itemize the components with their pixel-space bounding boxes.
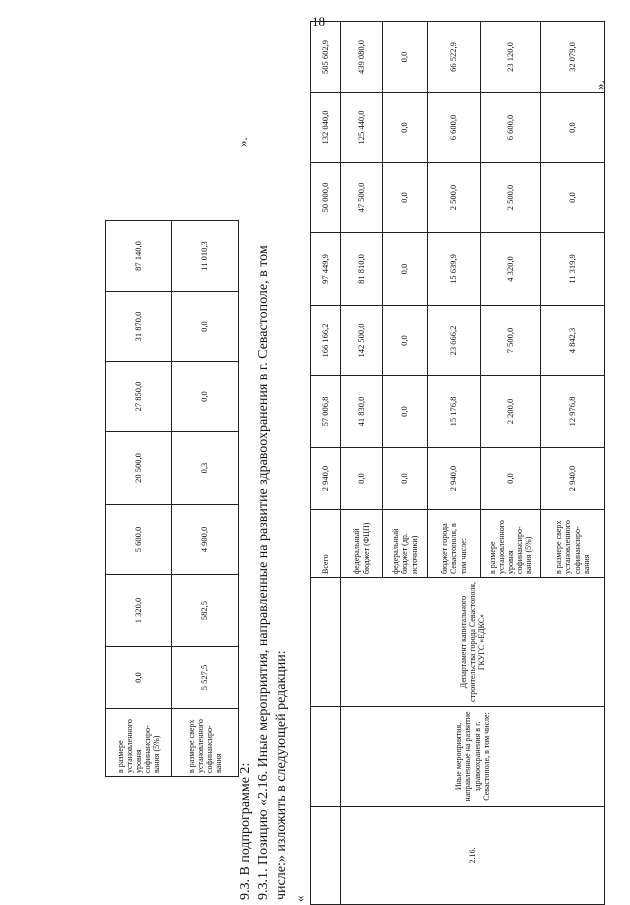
value-cell: 12 976,8	[541, 376, 605, 448]
value-cell: 11 319,9	[541, 233, 605, 306]
value-cell: 7 500,0	[481, 306, 541, 376]
source-cell: в размере сверх установленного софинансиро-вания	[541, 510, 605, 578]
value-cell: 2 940,0	[541, 448, 605, 510]
value-cell: 582,5	[172, 575, 239, 647]
value-cell: 0,0	[383, 163, 428, 233]
value-cell: 0,0	[383, 93, 428, 163]
source-cell: федеральный бюджет (ФЦП)	[341, 510, 383, 578]
value-cell: 2 500,0	[428, 163, 481, 233]
page-number: 18	[312, 14, 325, 29]
value-cell: 50 000,0	[311, 163, 341, 233]
value-cell: 47 500,0	[341, 163, 383, 233]
value-cell: 27 850,0	[106, 362, 172, 432]
value-cell: 11 010,3	[172, 221, 239, 292]
continuation-table	[105, 220, 239, 777]
source-cell: в размере установленного уровня софинансиро-вания (5%)	[481, 510, 541, 578]
closing-quote: ».	[235, 137, 250, 147]
value-cell: 66 522,9	[428, 22, 481, 93]
value-cell: 15 639,9	[428, 233, 481, 306]
value-cell: 5 600,0	[106, 505, 172, 575]
value-cell: 20 500,0	[106, 432, 172, 505]
position-number: 2.16.	[341, 807, 605, 905]
value-cell: 0,0	[172, 292, 239, 362]
value-cell: 132 040,0	[311, 93, 341, 163]
value-cell: 1 320,0	[106, 575, 172, 647]
position-table	[310, 21, 605, 905]
value-cell: 0,0	[172, 362, 239, 432]
value-cell: 0,0	[383, 448, 428, 510]
subprogram-heading: 9.3. В подпрограмме 2:	[238, 762, 253, 900]
value-cell: 0,0	[383, 376, 428, 448]
value-cell: 0,0	[541, 93, 605, 163]
value-cell: 2 200,0	[481, 376, 541, 448]
table-row	[172, 221, 239, 777]
value-cell: 6 600,0	[428, 93, 481, 163]
value-cell: 0,3	[172, 432, 239, 505]
source-cell: федеральный бюджет (др. источники)	[383, 510, 428, 578]
source-cell: в размере установленного уровня софинансиро-вания (5%)	[106, 709, 172, 777]
value-cell: 4 320,0	[481, 233, 541, 306]
value-cell: 4 842,3	[541, 306, 605, 376]
value-cell: 0,0	[541, 163, 605, 233]
value-cell: 6 600,0	[481, 93, 541, 163]
value-cell: 97 449,9	[311, 233, 341, 306]
table-row	[106, 221, 172, 777]
value-cell: 81 810,0	[341, 233, 383, 306]
value-cell: 32 079,0	[541, 22, 605, 93]
source-cell: бюджет города Севастополя, в том числе:	[428, 510, 481, 578]
value-cell: 23 666,2	[428, 306, 481, 376]
source-cell: в размере сверх установленного софинансиро-вания	[172, 709, 239, 777]
value-cell: 439 080,0	[341, 22, 383, 93]
table-row	[311, 22, 341, 905]
value-cell: 5 527,5	[172, 647, 239, 709]
value-cell: 2 940,0	[428, 448, 481, 510]
position-name: Иные мероприятия, направленные на развитие здравоохранения в г. Севастополе, в том числе:	[341, 707, 605, 807]
value-cell: 41 830,0	[341, 376, 383, 448]
value-cell: 87 140,0	[106, 221, 172, 292]
value-cell: 4 900,0	[172, 505, 239, 575]
instruction-text: 9.3.1. Позицию «2.16. Иные мероприятия, направленные на развитие здравоохранения в г. Севастополе, в том	[256, 245, 271, 900]
closing-quote: ».	[592, 80, 607, 90]
value-cell: 57 006,8	[311, 376, 341, 448]
value-cell: 23 120,0	[481, 22, 541, 93]
source-cell: Всего	[311, 510, 341, 578]
value-cell: 2 500,0	[481, 163, 541, 233]
value-cell: 0,0	[383, 233, 428, 306]
value-cell: 142 500,0	[341, 306, 383, 376]
value-cell: 125 440,0	[341, 93, 383, 163]
position-executor: Департамент капитального строительства города Севастополя, ГКУГС «ЕДКС»	[341, 578, 605, 707]
value-cell: 166 166,2	[311, 306, 341, 376]
value-cell: 0,0	[383, 306, 428, 376]
value-cell: 0,0	[341, 448, 383, 510]
opening-quote: «	[292, 895, 307, 902]
instruction-text-cont: числе:» изложить в следующей редакции:	[274, 650, 289, 900]
value-cell: 31 870,0	[106, 292, 172, 362]
value-cell: 505 602,9	[311, 22, 341, 93]
value-cell: 2 940,0	[311, 448, 341, 510]
value-cell: 15 176,8	[428, 376, 481, 448]
value-cell: 0,0	[481, 448, 541, 510]
value-cell: 0,0	[383, 22, 428, 93]
value-cell: 0,0	[106, 647, 172, 709]
table-row	[341, 22, 383, 905]
